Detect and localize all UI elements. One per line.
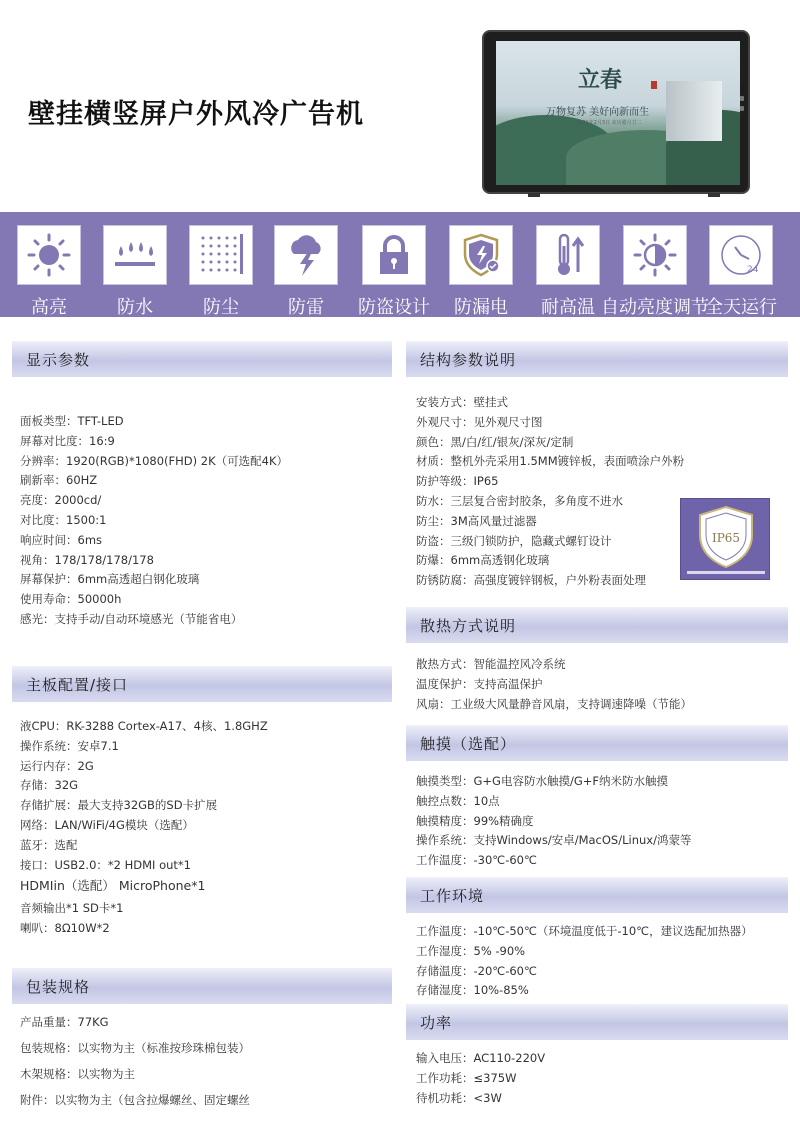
structure-spec-list (416, 394, 684, 592)
spec-row: 防锈防腐：高强度镀锌钢板，户外粉表面处理 (416, 573, 646, 588)
spec-row: 接口：USB2.0：*2 HDMI out*1 (20, 857, 191, 872)
section-structure-header: 结构参数说明 (406, 341, 788, 377)
spec-row: 存储：32G (20, 778, 79, 793)
power-spec-list (416, 1050, 545, 1109)
shield-icon (457, 232, 505, 278)
spec-row: 刷新率：60HZ (20, 473, 98, 488)
feature-lightning-protection: 防雷 (274, 225, 338, 285)
spec-row: 亮度：2000cd/ (20, 493, 102, 508)
spec-row: 防爆：6mm高透钢化玻璃 (416, 553, 550, 568)
page-title: 壁挂横竖屏户外风冷广告机 (28, 99, 364, 130)
spec-row: 触摸精度：99%精确度 (416, 813, 534, 828)
spec-row: 感光：支持手动/自动环境感光（节能省电） (20, 611, 243, 626)
section-env-header: 工作环境 (406, 877, 788, 913)
env-spec-list (416, 923, 753, 1002)
spec-row: 安装方式：壁挂式 (416, 395, 508, 409)
spec-row: 喇叭：8Ω10W*2 (20, 921, 110, 936)
spec-row: 屏幕保护：6mm高透超白钢化玻璃 (20, 572, 200, 587)
spec-row: 输入电压：AC110-220V (416, 1051, 546, 1065)
spec-row: 材质：整机外壳采用1.5MM镀锌板，表面喷涂户外粉 (416, 454, 685, 469)
feature-band (0, 212, 800, 317)
lock-icon (370, 232, 418, 278)
spec-row: 风扇：工业级大风量静音风扇，支持调速降噪（节能） (416, 696, 692, 711)
screen-headline: 立春 (578, 67, 623, 93)
spec-row: 蓝牙：选配 (20, 837, 78, 852)
spec-row: 存储湿度：10%-85% (416, 983, 529, 998)
spec-row: 分辨率：1920(RGB)*1080(FHD) 2K（可选配4K） (20, 453, 289, 468)
spec-row: 防盗：三级门锁防护，隐藏式螺钉设计 (416, 533, 612, 548)
sun-icon (25, 232, 73, 278)
board-spec-list (20, 718, 268, 940)
spec-row: 屏幕对比度：16:9 (20, 433, 115, 448)
spec-row: 防护等级：IP65 (416, 474, 499, 489)
seal-mark (651, 81, 657, 89)
ip65-badge (680, 498, 770, 580)
feature-dustproof: 防尘 (189, 225, 253, 285)
spec-row: HDMIin（选配） MicroPhone*1 (20, 878, 206, 894)
spec-row: 使用寿命：50000h (20, 592, 122, 607)
waterproof-icon (111, 232, 159, 278)
spec-row: 待机功耗：<3W (416, 1090, 502, 1105)
feature-high-temperature: 耐高温 (536, 225, 600, 285)
spec-row: 木架规格：以实物为主 (20, 1067, 135, 1081)
spec-row: 防尘：3M高风量过滤器 (416, 513, 537, 528)
display-spec-list (20, 413, 288, 631)
section-touch-header: 触摸（选配） (406, 725, 788, 761)
spec-row: 温度保护：支持高温保护 (416, 676, 543, 691)
section-display-header: 显示参数 (12, 341, 392, 377)
spec-row: 工作功耗：≤375W (416, 1070, 517, 1085)
spec-row: 附件：以实物为主（包含拉爆螺丝、固定螺丝 (20, 1093, 250, 1107)
spec-row: 操作系统：支持Windows/安卓/MacOS/Linux/鸿蒙等 (416, 833, 692, 848)
section-power-header: 功率 (406, 1004, 788, 1040)
spec-row: 存储温度：-20℃-60℃ (416, 963, 537, 978)
lightning-icon (282, 232, 330, 278)
screen-small-text: 2021年2月3日 农历腊月廿二 (576, 120, 642, 126)
svg-text:24: 24 (747, 265, 759, 275)
spec-row: 产品重量：77KG (20, 1015, 109, 1029)
feature-waterproof: 防水 (103, 225, 167, 285)
spec-row: 工作湿度：5% -90% (416, 943, 526, 958)
spec-row: 对比度：1500:1 (20, 512, 107, 527)
spec-row: 散热方式：智能温控风冷系统 (416, 657, 566, 671)
feature-anti-theft: 防盗设计 (362, 225, 426, 285)
product-monitor-image (482, 30, 750, 194)
spec-row: 视角：178/178/178/178 (20, 552, 154, 567)
spec-row: 工作温度：-30℃-60℃ (416, 853, 537, 868)
monitor-screen (496, 41, 740, 185)
spec-row: 颜色：黑/白/红/银灰/深灰/定制 (416, 434, 574, 449)
spec-row: 操作系统：安卓7.1 (20, 738, 119, 753)
spec-row: 触摸类型：G+G电容防水触摸/G+F纳米防水触摸 (416, 774, 668, 788)
ip65-badge-text: IP65 (711, 531, 741, 545)
spec-row: 触控点数：10点 (416, 793, 500, 808)
spec-row: 液CPU：RK-3288 Cortex-A17、4核、1.8GHZ (20, 719, 268, 733)
feature-high-brightness: 高亮 (17, 225, 81, 285)
touch-spec-list (416, 773, 691, 872)
clock-24-icon (717, 232, 765, 278)
ip65-shield-icon (695, 505, 757, 569)
section-packing-header: 包装规格 (12, 968, 392, 1004)
packing-spec-list (20, 1014, 250, 1118)
spec-row: 防水：三层复合密封胶条，多角度不进水 (416, 493, 623, 508)
thermometer-icon (544, 232, 592, 278)
spec-row: 网络：LAN/WiFi/4G模块（选配） (20, 817, 194, 832)
spec-row: 工作温度：-10℃-50℃（环境温度低于-10℃，建议选配加热器） (416, 924, 753, 938)
cooling-spec-list (416, 656, 692, 715)
brightness-icon (631, 232, 679, 278)
spec-row: 运行内存：2G (20, 758, 94, 773)
dustproof-icon (197, 232, 245, 278)
feature-anti-leakage: 防漏电 (449, 225, 513, 285)
spec-row: 响应时间：6ms (20, 532, 103, 547)
screen-subline: 万物复苏 美好向新而生 (546, 107, 650, 118)
feature-auto-brightness: 自动亮度调节 (623, 225, 687, 285)
spec-row: 包装规格：以实物为主（标准按珍珠棉包装） (20, 1041, 250, 1055)
section-board-header: 主板配置/接口 (12, 666, 392, 702)
spec-row: 面板类型：TFT-LED (20, 414, 124, 428)
section-cooling-header: 散热方式说明 (406, 607, 788, 643)
feature-all-day-operation: 24 全天运行 (709, 225, 773, 285)
spec-row: 外观尺寸：见外观尺寸图 (416, 414, 543, 429)
spec-row: 音频输出*1 SD卡*1 (20, 901, 124, 916)
spec-row: 存储扩展：最大支持32GB的SD卡扩展 (20, 798, 218, 813)
